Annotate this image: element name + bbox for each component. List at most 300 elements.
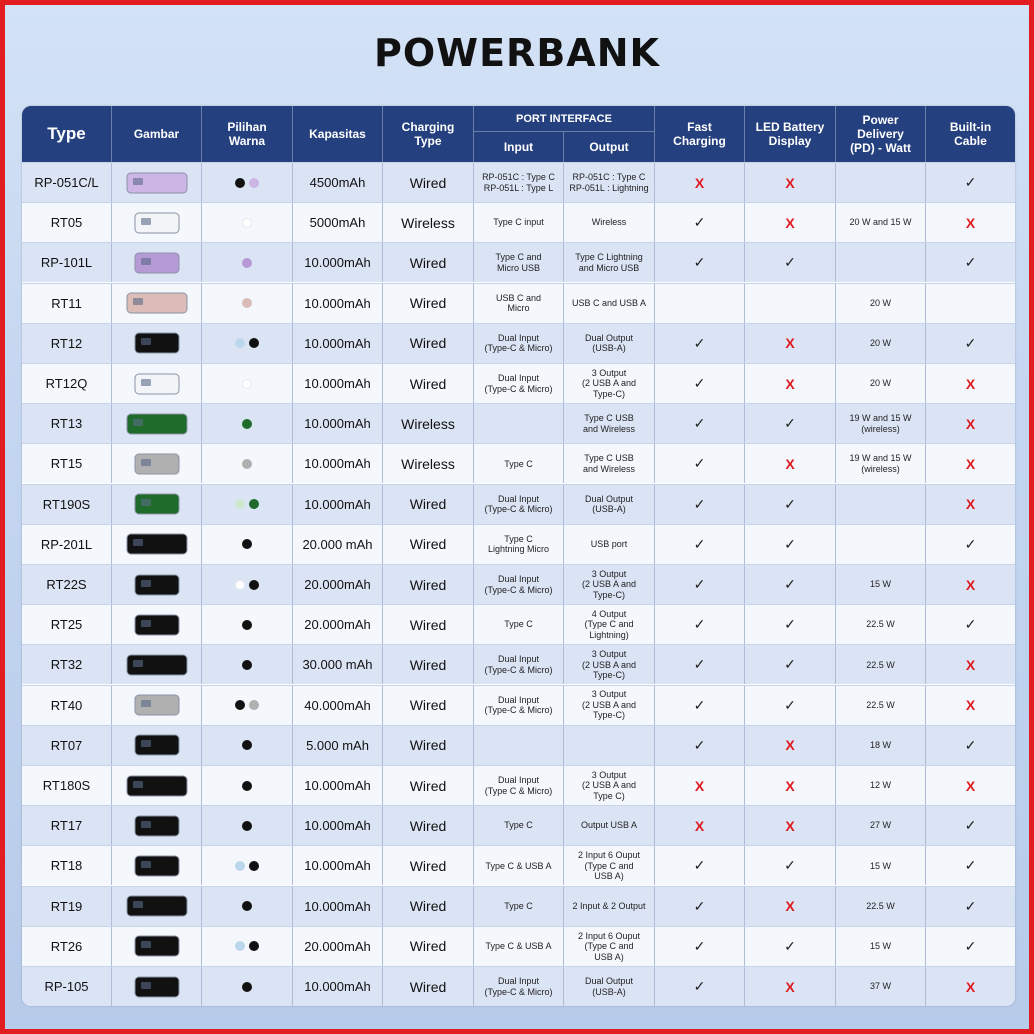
color-swatch bbox=[235, 499, 245, 509]
cell-input: Dual Input (Type-C & Micro) bbox=[474, 565, 564, 604]
header-kapasitas: Kapasitas bbox=[293, 106, 383, 162]
cell-input: Type C bbox=[474, 887, 564, 926]
cell-input: Dual Input (Type-C & Micro) bbox=[474, 324, 564, 363]
check-icon: ✓ bbox=[693, 736, 706, 753]
cell-power-delivery: 15 W bbox=[836, 565, 926, 604]
cell-capacity: 10.000mAh bbox=[293, 243, 383, 282]
color-options bbox=[202, 284, 293, 323]
cell-type: RP-101L bbox=[22, 243, 112, 282]
cell-led-display bbox=[745, 203, 836, 242]
cell-capacity: 10.000mAh bbox=[293, 404, 383, 443]
cell-led-display bbox=[745, 686, 836, 725]
color-swatch bbox=[242, 218, 252, 228]
cross-icon: X bbox=[785, 174, 795, 191]
cell-power-delivery: 20 W bbox=[836, 284, 926, 323]
color-swatch bbox=[242, 821, 252, 831]
cell-fast-charging bbox=[655, 404, 745, 443]
cell-charging-type: Wired bbox=[383, 806, 474, 845]
color-swatch bbox=[242, 459, 252, 469]
cell-type: RT32 bbox=[22, 645, 112, 684]
color-options bbox=[202, 927, 293, 966]
check-icon: ✓ bbox=[964, 857, 977, 874]
cross-icon: X bbox=[965, 697, 976, 714]
cross-icon: X bbox=[694, 817, 705, 834]
color-options bbox=[202, 605, 293, 644]
cell-type: RP-105 bbox=[22, 967, 112, 1006]
color-swatch bbox=[249, 178, 259, 188]
cell-output: RP-051C : Type C RP-051L : Lightning bbox=[564, 163, 655, 202]
cell-power-delivery: 22.5 W bbox=[836, 887, 926, 926]
cell-charging-type: Wired bbox=[383, 766, 474, 805]
product-image bbox=[112, 565, 202, 604]
cell-built-in-cable bbox=[926, 525, 1015, 564]
cell-input: Type C Lightning Micro bbox=[474, 525, 564, 564]
cell-type: RP-201L bbox=[22, 525, 112, 564]
cell-type: RT12Q bbox=[22, 364, 112, 403]
cell-fast-charging bbox=[655, 846, 745, 885]
cell-led-display bbox=[745, 444, 836, 483]
table-row bbox=[22, 725, 1015, 765]
cell-built-in-cable bbox=[926, 766, 1015, 805]
table-row bbox=[22, 363, 1015, 403]
cell-built-in-cable bbox=[926, 605, 1015, 644]
cell-charging-type: Wired bbox=[383, 364, 474, 403]
check-icon: ✓ bbox=[693, 214, 706, 231]
check-icon: ✓ bbox=[693, 576, 706, 592]
cell-built-in-cable bbox=[926, 324, 1015, 363]
product-image bbox=[112, 887, 202, 926]
cell-capacity: 30.000 mAh bbox=[293, 645, 383, 684]
color-swatch bbox=[235, 861, 245, 871]
product-image bbox=[112, 967, 202, 1006]
cell-output: Type C USB and Wireless bbox=[564, 404, 655, 443]
table-row bbox=[22, 926, 1015, 966]
product-image bbox=[112, 163, 202, 202]
check-icon: ✓ bbox=[784, 656, 796, 673]
color-swatch bbox=[242, 620, 252, 630]
cell-led-display bbox=[745, 404, 836, 443]
cell-input: Dual Input (Type-C & Micro) bbox=[474, 686, 564, 725]
cell-capacity: 20.000mAh bbox=[293, 605, 383, 644]
cell-input: Dual Input (Type-C & Micro) bbox=[474, 485, 564, 524]
check-icon: ✓ bbox=[784, 857, 796, 874]
color-swatch bbox=[235, 700, 245, 710]
cell-input: Type C & USB A bbox=[474, 927, 564, 966]
cell-fast-charging bbox=[655, 806, 745, 845]
check-icon: ✓ bbox=[784, 415, 796, 432]
cell-charging-type: Wired bbox=[383, 967, 474, 1006]
cell-input: USB C and Micro bbox=[474, 284, 564, 323]
product-image bbox=[112, 846, 202, 885]
cell-charging-type: Wireless bbox=[383, 444, 474, 483]
cell-input: Dual Input (Type-C & Micro) bbox=[474, 967, 564, 1006]
color-swatch bbox=[242, 740, 252, 750]
color-swatch bbox=[242, 379, 252, 389]
cell-led-display bbox=[745, 565, 836, 604]
cell-capacity: 10.000mAh bbox=[293, 887, 383, 926]
cell-charging-type: Wired bbox=[383, 565, 474, 604]
cell-led-display bbox=[745, 324, 836, 363]
color-options bbox=[202, 846, 293, 885]
cell-type: RT190S bbox=[22, 485, 112, 524]
cell-fast-charging bbox=[655, 364, 745, 403]
table-row bbox=[22, 886, 1015, 926]
cross-icon: X bbox=[785, 335, 795, 352]
color-swatch bbox=[249, 338, 259, 348]
product-image bbox=[112, 726, 202, 765]
page-title: POWERBANK bbox=[374, 31, 660, 75]
cell-input: Type C and Micro USB bbox=[474, 243, 564, 282]
table-row bbox=[22, 685, 1015, 725]
cell-output: Dual Output (USB-A) bbox=[564, 967, 655, 1006]
check-icon: ✓ bbox=[693, 495, 706, 512]
cell-built-in-cable bbox=[926, 404, 1015, 443]
cell-built-in-cable bbox=[926, 565, 1015, 604]
header-type: Type bbox=[22, 106, 112, 162]
color-swatch bbox=[235, 178, 245, 188]
cell-charging-type: Wireless bbox=[383, 404, 474, 443]
check-icon: ✓ bbox=[964, 616, 977, 633]
cell-charging-type: Wired bbox=[383, 927, 474, 966]
table-header bbox=[22, 106, 1015, 162]
color-swatch bbox=[235, 338, 245, 348]
cell-power-delivery bbox=[836, 525, 926, 564]
cell-charging-type: Wired bbox=[383, 163, 474, 202]
color-swatch bbox=[249, 499, 259, 509]
cell-fast-charging bbox=[655, 324, 745, 363]
check-icon: ✓ bbox=[784, 495, 796, 512]
cell-fast-charging bbox=[655, 444, 745, 483]
cell-led-display bbox=[745, 806, 836, 845]
header-output: Output bbox=[564, 132, 655, 162]
color-swatch bbox=[249, 861, 259, 871]
cell-led-display bbox=[745, 887, 836, 926]
cell-type: RP-051C/L bbox=[22, 163, 112, 202]
cell-built-in-cable bbox=[926, 726, 1015, 765]
check-icon: ✓ bbox=[964, 334, 977, 351]
table-row bbox=[22, 443, 1015, 483]
check-icon: ✓ bbox=[784, 696, 796, 713]
cell-power-delivery: 12 W bbox=[836, 766, 926, 805]
cell-type: RT18 bbox=[22, 846, 112, 885]
cell-output: 3 Output (2 USB A and Type C) bbox=[564, 766, 655, 805]
cross-icon: X bbox=[785, 737, 795, 754]
cell-charging-type: Wired bbox=[383, 726, 474, 765]
cell-type: RT40 bbox=[22, 686, 112, 725]
cell-output: 2 Input & 2 Output bbox=[564, 887, 655, 926]
cell-power-delivery: 18 W bbox=[836, 726, 926, 765]
check-icon: ✓ bbox=[693, 375, 706, 391]
cell-charging-type: Wired bbox=[383, 243, 474, 282]
check-icon: ✓ bbox=[784, 616, 796, 633]
cell-input: RP-051C : Type C RP-051L : Type L bbox=[474, 163, 564, 202]
cell-output: 2 Input 6 Ouput (Type C and USB A) bbox=[564, 927, 655, 966]
color-options bbox=[202, 726, 293, 765]
cell-input: Type C bbox=[474, 605, 564, 644]
cell-type: RT26 bbox=[22, 927, 112, 966]
cell-power-delivery bbox=[836, 485, 926, 524]
color-swatch bbox=[235, 580, 245, 590]
cell-built-in-cable bbox=[926, 243, 1015, 282]
cell-capacity: 10.000mAh bbox=[293, 444, 383, 483]
product-image bbox=[112, 444, 202, 483]
cell-led-display bbox=[745, 645, 836, 684]
table-row bbox=[22, 403, 1015, 443]
cell-output: Output USB A bbox=[564, 806, 655, 845]
cell-fast-charging bbox=[655, 887, 745, 926]
cell-output: 2 Input 6 Ouput (Type C and USB A) bbox=[564, 846, 655, 885]
cell-output: Wireless bbox=[564, 203, 655, 242]
cell-led-display bbox=[745, 284, 836, 323]
color-swatch bbox=[242, 982, 252, 992]
product-image bbox=[112, 645, 202, 684]
check-icon: ✓ bbox=[693, 937, 706, 954]
cross-icon: X bbox=[694, 777, 705, 794]
cell-power-delivery: 15 W bbox=[836, 927, 926, 966]
cell-power-delivery: 22.5 W bbox=[836, 605, 926, 644]
cell-built-in-cable bbox=[926, 887, 1015, 926]
table-row bbox=[22, 805, 1015, 845]
product-image bbox=[112, 605, 202, 644]
table-row bbox=[22, 765, 1015, 805]
check-icon: ✓ bbox=[964, 897, 977, 914]
check-icon: ✓ bbox=[784, 254, 796, 271]
cell-led-display bbox=[745, 766, 836, 805]
check-icon: ✓ bbox=[693, 857, 706, 874]
cell-output: Dual Output (USB-A) bbox=[564, 324, 655, 363]
cell-type: RT25 bbox=[22, 605, 112, 644]
header-gambar: Gambar bbox=[112, 106, 202, 162]
color-options bbox=[202, 525, 293, 564]
cell-output: 3 Output (2 USB A and Type-C) bbox=[564, 565, 655, 604]
cell-fast-charging bbox=[655, 645, 745, 684]
cell-capacity: 20.000 mAh bbox=[293, 525, 383, 564]
table-row bbox=[22, 524, 1015, 564]
cell-power-delivery: 20 W and 15 W bbox=[836, 203, 926, 242]
cross-icon: X bbox=[785, 777, 795, 794]
color-swatch bbox=[242, 660, 252, 670]
cell-fast-charging bbox=[655, 243, 745, 282]
cell-built-in-cable bbox=[926, 163, 1015, 202]
cross-icon: X bbox=[965, 978, 976, 995]
cell-power-delivery: 22.5 W bbox=[836, 645, 926, 684]
cell-type: RT12 bbox=[22, 324, 112, 363]
table-row bbox=[22, 484, 1015, 524]
cell-output: Dual Output (USB-A) bbox=[564, 485, 655, 524]
cell-power-delivery bbox=[836, 243, 926, 282]
cell-input bbox=[474, 726, 564, 765]
check-icon: ✓ bbox=[693, 656, 706, 673]
color-options bbox=[202, 324, 293, 363]
cell-input: Type C bbox=[474, 444, 564, 483]
table-row bbox=[22, 604, 1015, 644]
cell-capacity: 10.000mAh bbox=[293, 324, 383, 363]
cross-icon: X bbox=[694, 174, 705, 191]
cell-charging-type: Wired bbox=[383, 485, 474, 524]
cross-icon: X bbox=[965, 455, 976, 472]
cross-icon: X bbox=[785, 898, 795, 915]
color-swatch bbox=[249, 580, 259, 590]
cross-icon: X bbox=[785, 375, 795, 392]
table-row bbox=[22, 845, 1015, 885]
cell-input: Dual Input (Type-C & Micro) bbox=[474, 364, 564, 403]
color-options bbox=[202, 485, 293, 524]
cell-fast-charging bbox=[655, 927, 745, 966]
color-options bbox=[202, 203, 293, 242]
color-options bbox=[202, 565, 293, 604]
header-power-delivery: Power Delivery (PD) - Watt bbox=[836, 106, 926, 162]
cell-input: Type C input bbox=[474, 203, 564, 242]
cell-charging-type: Wired bbox=[383, 686, 474, 725]
cell-capacity: 5000mAh bbox=[293, 203, 383, 242]
cell-capacity: 10.000mAh bbox=[293, 806, 383, 845]
table-row bbox=[22, 283, 1015, 323]
cell-fast-charging bbox=[655, 485, 745, 524]
cell-power-delivery: 20 W bbox=[836, 324, 926, 363]
cell-type: RT11 bbox=[22, 284, 112, 323]
product-image bbox=[112, 284, 202, 323]
cell-fast-charging bbox=[655, 163, 745, 202]
color-swatch bbox=[249, 700, 259, 710]
header-input: Input bbox=[474, 132, 564, 162]
cell-input: Dual Input (Type-C & Micro) bbox=[474, 645, 564, 684]
color-options bbox=[202, 686, 293, 725]
cell-charging-type: Wireless bbox=[383, 203, 474, 242]
color-options bbox=[202, 887, 293, 926]
cross-icon: X bbox=[965, 777, 976, 794]
cell-output: Type C USB and Wireless bbox=[564, 444, 655, 483]
check-icon: ✓ bbox=[784, 576, 796, 592]
cell-input: Type C bbox=[474, 806, 564, 845]
cell-type: RT19 bbox=[22, 887, 112, 926]
cell-fast-charging bbox=[655, 203, 745, 242]
cell-output: USB port bbox=[564, 525, 655, 564]
color-swatch bbox=[242, 901, 252, 911]
cell-fast-charging bbox=[655, 284, 745, 323]
cell-capacity: 40.000mAh bbox=[293, 686, 383, 725]
cell-power-delivery: 27 W bbox=[836, 806, 926, 845]
cell-led-display bbox=[745, 485, 836, 524]
cell-fast-charging bbox=[655, 565, 745, 604]
color-options bbox=[202, 766, 293, 805]
check-icon: ✓ bbox=[964, 535, 977, 552]
cell-fast-charging bbox=[655, 525, 745, 564]
check-icon: ✓ bbox=[693, 334, 706, 351]
product-image bbox=[112, 806, 202, 845]
cell-built-in-cable bbox=[926, 927, 1015, 966]
cell-charging-type: Wired bbox=[383, 887, 474, 926]
color-swatch bbox=[242, 781, 252, 791]
cross-icon: X bbox=[785, 978, 795, 995]
cross-icon: X bbox=[965, 375, 976, 392]
table-row bbox=[22, 966, 1015, 1006]
cell-led-display bbox=[745, 846, 836, 885]
cell-output: 4 Output (Type C and Lightning) bbox=[564, 605, 655, 644]
cell-capacity: 10.000mAh bbox=[293, 284, 383, 323]
cell-capacity: 10.000mAh bbox=[293, 967, 383, 1006]
check-icon: ✓ bbox=[693, 535, 706, 552]
check-icon: ✓ bbox=[693, 616, 706, 633]
cell-output: 3 Output (2 USB A and Type-C) bbox=[564, 645, 655, 684]
color-options bbox=[202, 806, 293, 845]
table-row bbox=[22, 162, 1015, 202]
cell-output: USB C and USB A bbox=[564, 284, 655, 323]
cell-power-delivery: 19 W and 15 W (wireless) bbox=[836, 444, 926, 483]
cell-type: RT07 bbox=[22, 726, 112, 765]
color-options bbox=[202, 444, 293, 483]
cell-type: RT15 bbox=[22, 444, 112, 483]
cell-led-display bbox=[745, 726, 836, 765]
cross-icon: X bbox=[965, 496, 976, 513]
cell-input bbox=[474, 404, 564, 443]
comparison-table bbox=[22, 106, 1015, 1006]
product-image bbox=[112, 243, 202, 282]
check-icon: ✓ bbox=[784, 937, 796, 954]
table-row bbox=[22, 644, 1015, 684]
check-icon: ✓ bbox=[964, 254, 977, 271]
cell-fast-charging bbox=[655, 726, 745, 765]
color-swatch bbox=[242, 298, 252, 308]
color-options bbox=[202, 364, 293, 403]
color-options bbox=[202, 163, 293, 202]
cell-capacity: 10.000mAh bbox=[293, 766, 383, 805]
cell-output: 3 Output (2 USB A and Type-C) bbox=[564, 364, 655, 403]
cell-led-display bbox=[745, 927, 836, 966]
check-icon: ✓ bbox=[964, 817, 977, 834]
cell-type: RT180S bbox=[22, 766, 112, 805]
cell-built-in-cable bbox=[926, 485, 1015, 524]
cell-fast-charging bbox=[655, 967, 745, 1006]
color-swatch bbox=[235, 941, 245, 951]
cell-led-display bbox=[745, 364, 836, 403]
color-swatch bbox=[242, 539, 252, 549]
product-image bbox=[112, 485, 202, 524]
cell-capacity: 20.000mAh bbox=[293, 927, 383, 966]
cell-fast-charging bbox=[655, 605, 745, 644]
cell-built-in-cable bbox=[926, 806, 1015, 845]
cross-icon: X bbox=[965, 576, 976, 593]
cell-charging-type: Wired bbox=[383, 645, 474, 684]
check-icon: ✓ bbox=[693, 455, 706, 472]
cell-built-in-cable bbox=[926, 686, 1015, 725]
cell-power-delivery: 20 W bbox=[836, 364, 926, 403]
header-warna: Pilihan Warna bbox=[202, 106, 293, 162]
cell-built-in-cable bbox=[926, 444, 1015, 483]
cell-capacity: 10.000mAh bbox=[293, 364, 383, 403]
cell-capacity: 4500mAh bbox=[293, 163, 383, 202]
cross-icon: X bbox=[965, 415, 976, 432]
cell-charging-type: Wired bbox=[383, 324, 474, 363]
check-icon: ✓ bbox=[784, 535, 796, 552]
product-image bbox=[112, 324, 202, 363]
cell-power-delivery: 19 W and 15 W (wireless) bbox=[836, 404, 926, 443]
cell-led-display bbox=[745, 605, 836, 644]
cell-led-display bbox=[745, 525, 836, 564]
product-image bbox=[112, 364, 202, 403]
header-built-in-cable: Built-in Cable bbox=[949, 120, 992, 148]
color-options bbox=[202, 243, 293, 282]
check-icon: ✓ bbox=[693, 978, 706, 994]
color-options bbox=[202, 967, 293, 1006]
check-icon: ✓ bbox=[693, 254, 706, 271]
check-icon: ✓ bbox=[693, 897, 706, 914]
cell-led-display bbox=[745, 243, 836, 282]
product-image bbox=[112, 686, 202, 725]
cell-built-in-cable bbox=[926, 967, 1015, 1006]
cell-capacity: 20.000mAh bbox=[293, 565, 383, 604]
cross-icon: X bbox=[785, 817, 795, 834]
cell-charging-type: Wired bbox=[383, 284, 474, 323]
